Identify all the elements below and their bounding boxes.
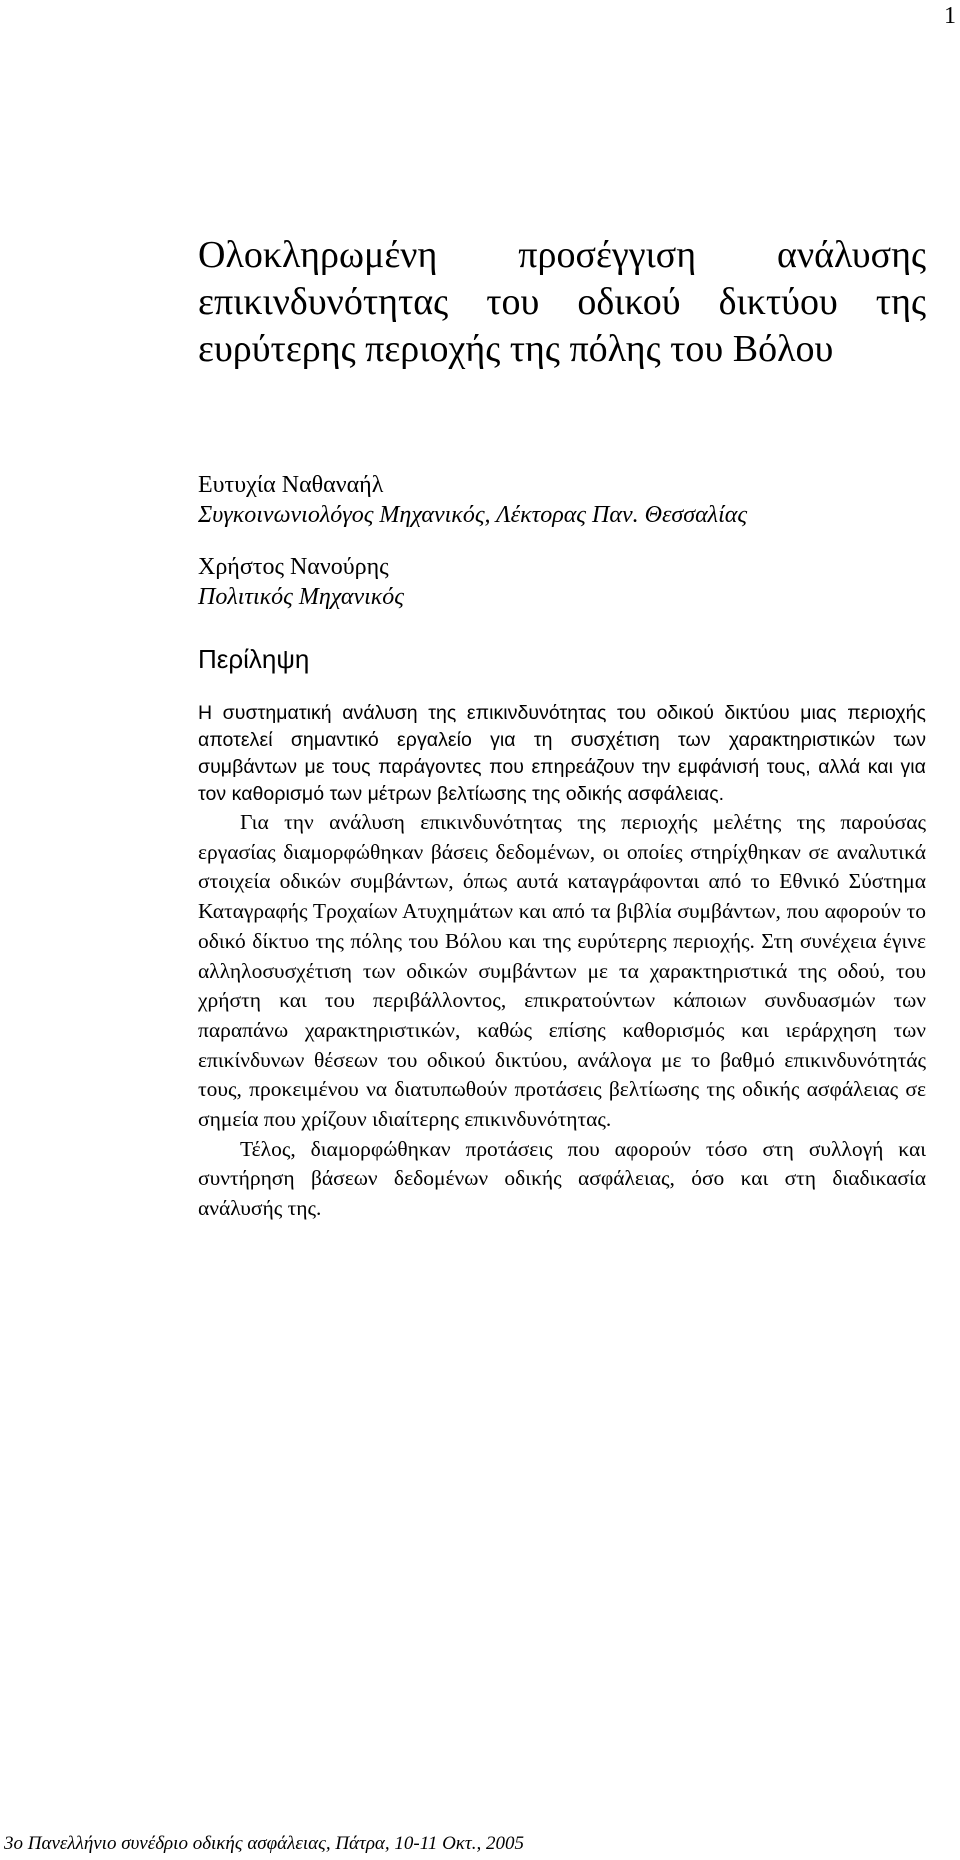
- page-footer: 3ο Πανελλήνιο συνέδριο οδικής ασφάλειας, Πάτρα, 10-11 Οκτ., 2005: [4, 1833, 524, 1854]
- author-name: Χρήστος Νανούρης: [198, 554, 389, 580]
- abstract-paragraph: Τέλος, διαμορφώθηκαν προτάσεις που αφορούν τόσο στη συλλογή και συντήρηση βάσεων δεδομένων οδικής ασφάλειας, όσο και στη διαδικασία ανάλυσής της.: [198, 1136, 926, 1221]
- author-block: [198, 470, 747, 530]
- abstract-paragraph: Για την ανάλυση επικινδυνότητας της περιοχής μελέτης της παρούσας εργασίας διαμορφώθηκαν βάσεις δεδομένων, οι οποίες στηρίχθηκαν σε αναλυτικά στοιχεία οδικών συμβάντων, όπως αυτά καταγράφονται από το Εθνικό Σύστημα Καταγραφής Τροχαίων Ατυχημάτων και από τα βιβλία συμβάντων, που αφορούν το οδικό δίκτυο της πόλης του Βόλου και της ευρύτερης περιοχής. Στη συνέχεια έγινε αλληλοσυσχέτιση των οδικών συμβάντων με τα χαρακτηριστικά της οδού, του χρήστη και του περιβάλλοντος, επικρατούντων κάποιων συνδυασμών των παραπάνω χαρακτηριστικών, καθώς επίσης καθορισμός και ιεράρχηση των επικίνδυνων θέσεων του οδικού δικτύου, ανάλογα με το βαθμό επικινδυνότητάς τους, προκειμένου να διατυπωθούν προτάσεις βελτίωσης της οδικής ασφάλειας σε σημεία που χρίζουν ιδιαίτερης επικινδυνότητας.: [198, 810, 926, 1132]
- abstract-paragraph: Η συστηματική ανάλυση της επικινδυνότητας του οδικού δικτύου μιας περιοχής αποτελεί σημαντικό εργαλείο για τη συσχέτιση των χαρακτηριστικών των συμβάντων με τους παράγοντες που επηρεάζουν την εμφάνισή τους, αλλά και για τον καθορισμό των μέτρων βελτίωσης της οδικής ασφάλειας.: [198, 702, 926, 805]
- author-affiliation: Συγκοινωνιολόγος Μηχανικός, Λέκτορας Παν. Θεσσαλίας: [198, 502, 748, 528]
- page-number: 1: [944, 3, 956, 29]
- abstract-heading: Περίληψη: [198, 644, 310, 674]
- paper-title: Ολοκληρωμένη προσέγγιση ανάλυσης επικινδυνότητας του οδικού δικτύου της ευρύτερης περιοχής της πόλης του Βόλου: [198, 234, 926, 370]
- author-name: Ευτυχία Ναθαναήλ: [198, 472, 384, 498]
- author-affiliation: Πολιτικός Μηχανικός: [198, 584, 405, 610]
- abstract-body: [198, 700, 926, 1224]
- author-block: [198, 552, 404, 612]
